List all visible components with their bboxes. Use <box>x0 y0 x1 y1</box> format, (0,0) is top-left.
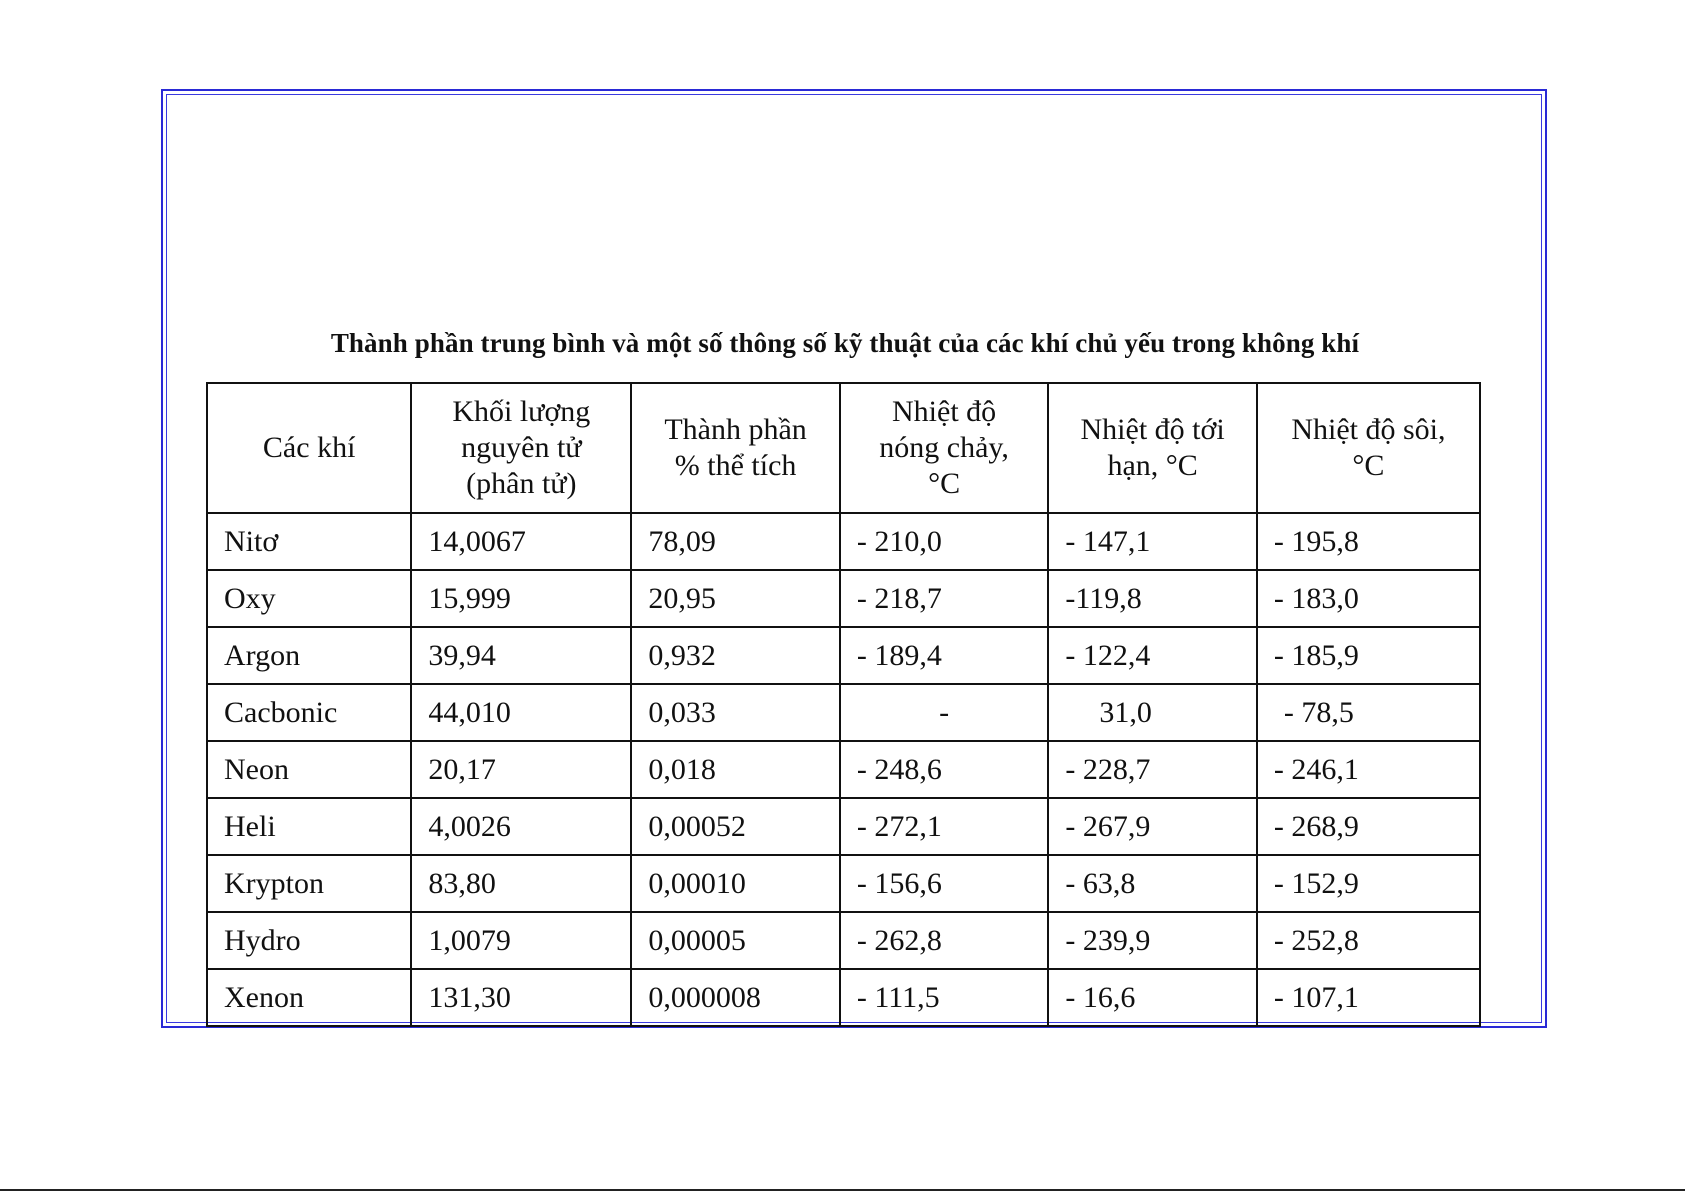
cell-critical-temperature: - 122,4 <box>1048 627 1257 684</box>
header-row <box>207 383 1480 513</box>
table-row <box>207 798 1480 855</box>
header-melting-point: Nhiệt độ nóng chảy, °C <box>840 383 1049 513</box>
cell-melting-point: - 248,6 <box>840 741 1049 798</box>
cell-volume-percent: 0,00052 <box>631 798 840 855</box>
header-volume-percent: Thành phần % thể tích <box>631 383 840 513</box>
cell-volume-percent: 0,00010 <box>631 855 840 912</box>
cell-critical-temperature: - 16,6 <box>1048 969 1257 1026</box>
cell-melting-point: - 262,8 <box>840 912 1049 969</box>
cell-boiling-point: - 246,1 <box>1257 741 1480 798</box>
cell-volume-percent: 20,95 <box>631 570 840 627</box>
table-row <box>207 684 1480 741</box>
cell-melting-point: - 272,1 <box>840 798 1049 855</box>
cell-volume-percent: 0,000008 <box>631 969 840 1026</box>
cell-melting-point: - 210,0 <box>840 513 1049 570</box>
cell-gas: Xenon <box>207 969 411 1026</box>
cell-melting-point: - <box>840 684 1049 741</box>
cell-volume-percent: 0,033 <box>631 684 840 741</box>
table-row <box>207 855 1480 912</box>
cell-boiling-point: - 107,1 <box>1257 969 1480 1026</box>
header-boiling-point: Nhiệt độ sôi, °C <box>1257 383 1480 513</box>
cell-boiling-point: - 78,5 <box>1257 684 1480 741</box>
cell-molar-mass: 20,17 <box>411 741 631 798</box>
cell-boiling-point: - 183,0 <box>1257 570 1480 627</box>
cell-critical-temperature: - 228,7 <box>1048 741 1257 798</box>
cell-boiling-point: - 268,9 <box>1257 798 1480 855</box>
cell-boiling-point: - 152,9 <box>1257 855 1480 912</box>
cell-critical-temperature: 31,0 <box>1048 684 1257 741</box>
cell-molar-mass: 4,0026 <box>411 798 631 855</box>
cell-melting-point: - 218,7 <box>840 570 1049 627</box>
header-critical-temperature: Nhiệt độ tới hạn, °C <box>1048 383 1257 513</box>
cell-molar-mass: 15,999 <box>411 570 631 627</box>
cell-molar-mass: 14,0067 <box>411 513 631 570</box>
cell-volume-percent: 0,932 <box>631 627 840 684</box>
cell-melting-point: - 189,4 <box>840 627 1049 684</box>
table-row <box>207 513 1480 570</box>
cell-gas: Nitơ <box>207 513 411 570</box>
cell-molar-mass: 44,010 <box>411 684 631 741</box>
gas-properties-table <box>206 382 1481 1027</box>
cell-critical-temperature: - 63,8 <box>1048 855 1257 912</box>
table-row <box>207 912 1480 969</box>
table-row <box>207 627 1480 684</box>
cell-gas: Argon <box>207 627 411 684</box>
cell-boiling-point: - 195,8 <box>1257 513 1480 570</box>
cell-molar-mass: 39,94 <box>411 627 631 684</box>
cell-gas: Hydro <box>207 912 411 969</box>
cell-gas: Oxy <box>207 570 411 627</box>
table-row <box>207 969 1480 1026</box>
header-molar-mass: Khối lượng nguyên tử (phân tử) <box>411 383 631 513</box>
cell-critical-temperature: - 267,9 <box>1048 798 1257 855</box>
table-row <box>207 741 1480 798</box>
table-row <box>207 570 1480 627</box>
table-title: Thành phần trung bình và một số thông số kỹ thuật của các khí chủ yếu trong không khí <box>330 328 1360 358</box>
header-gas: Các khí <box>207 383 411 513</box>
cell-melting-point: - 156,6 <box>840 855 1049 912</box>
cell-molar-mass: 83,80 <box>411 855 631 912</box>
cell-molar-mass: 131,30 <box>411 969 631 1026</box>
cell-volume-percent: 0,00005 <box>631 912 840 969</box>
cell-boiling-point: - 185,9 <box>1257 627 1480 684</box>
cell-gas: Heli <box>207 798 411 855</box>
cell-volume-percent: 78,09 <box>631 513 840 570</box>
cell-gas: Neon <box>207 741 411 798</box>
cell-melting-point: - 111,5 <box>840 969 1049 1026</box>
cell-gas: Cacbonic <box>207 684 411 741</box>
cell-volume-percent: 0,018 <box>631 741 840 798</box>
cell-critical-temperature: - 239,9 <box>1048 912 1257 969</box>
cell-critical-temperature: - 147,1 <box>1048 513 1257 570</box>
cell-critical-temperature: -119,8 <box>1048 570 1257 627</box>
cell-gas: Krypton <box>207 855 411 912</box>
cell-boiling-point: - 252,8 <box>1257 912 1480 969</box>
cell-molar-mass: 1,0079 <box>411 912 631 969</box>
